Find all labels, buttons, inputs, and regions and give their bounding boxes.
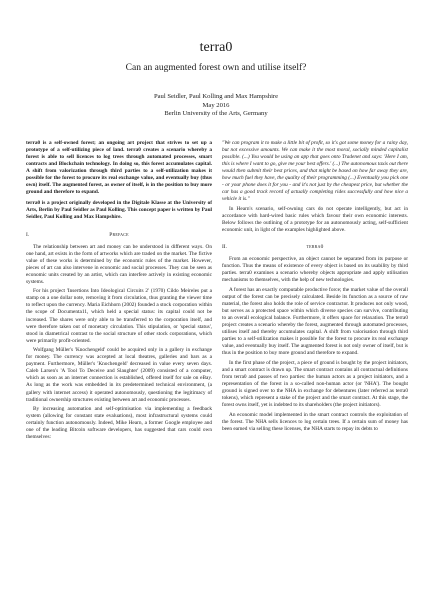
section-heading-preface	[26, 232, 212, 239]
body-paragraph: By increasing automation and self-optimisation via implementing a feedback system (allowing for constant state evaluations), most infrastructural systems could certainly function autonomously. Indeed, Mike Hearn, a former Google employee and one of the leading Bitcoin software developers, has suggested that cars could own themselves:	[26, 406, 212, 441]
body-paragraph: The relationship between art and money can be understood in different ways. On one hand, art exists in the form of artworks which are traded on the market. The fictive value of these works is determined by the economic rules of the market. However, pieces of art can also intervene in economic and social processes. They can be seen as economic units created by an artist, which can interfere actively in existing economic systems.	[26, 243, 212, 285]
left-column	[26, 140, 212, 444]
body-paragraph: Wolfgang Müller's 'Knochengeld' could be acquired only in a gallery in exchange for money. The currency was accepted at local theatres, galleries and bars as a payment. Furthermore, Müller's 'Knochengeld' decreased in value every seven days. Caleb Larsen's 'A Tool To Deceive and Slaughter' (2009) consisted of a computer, which as soon as an internet connection is established, offered itself for sale on eBay. As long as the work was embedded in its predetermined technical environment, (a gallery with internet access) it operated autonomously, questioning the legitimacy of traditional ownership structures existing between art and economic processes.	[26, 347, 212, 403]
section-number: I.	[26, 231, 30, 238]
body-paragraph: For his project 'Insertions Into Ideological Circuits 2' (1970) Cildo Meireles put a stamp on a one dollar note, removing it from circulation, thus granting the viewer time to reflect upon the currency. Maria Eichhorn (2002) founded a stock corporation within the scope of Documenta11, which held a special status: its capital could not be increased. The shares were only able to be transferred to the corporation itself, and were therefore taken out of monetary circulation. This stipulation, or 'special status', stood in diametrical contrast to the social structure of other stock corporations, which were primarily profit-oriented.	[26, 288, 212, 344]
paper-subtitle: Can an augmented forest own and utilise itself?	[125, 63, 307, 73]
quote-paragraph: "We can program it to make a little bit of profit, so it's got some money for a rainy day, but not excessive amounts. We can make it the most moral, socially minded capitalist possible. (...) You would be using an app that goes onto Tradenet and says: 'Here I am, this is where I want to go, give me your best offers.' (...) The autonomous taxis out there would then submit their best prices, and that might be based on how far away they are, how much fuel they have, the quality of their programming (...) Eventually you pick one - or your phone does it for you - and it's not just by the cheapest price, but whether the car has a good track record of actually completing rides successfully and how nice a vehicle it is."	[222, 140, 408, 203]
body-paragraph: In Hearn's scenario, self-owning cars do not operate intelligently, but act in accordance with hard-wired basic rules which favour their own economic interests. Below follows the outlining of a prototype for an autonomously acting, self-sufficient economic unit, in light of the examples highlighted above.	[222, 205, 408, 234]
abstract-note: terra0 is a project originally developed in the Digitale Klasse at the University of Arts, Berlin by Paul Seidler as Paul Kolling. This concept paper is written by Paul Seidler, Paul Kolling and Max Hampshire.	[26, 200, 212, 221]
section-name: terra0	[306, 244, 324, 251]
paper-title: terra0	[199, 40, 233, 55]
abstract-paragraph: terra0 is a self-owned forest; an ongoing art project that strives to set up a prototype of a self-utilizing piece of land. terra0 creates a scenario whereby a forest is able to sell licences to log trees through automated processes, smart contracts and Blockchain technology. In doing so, this forest accumulates capital. A shift from valorization through third parties to a self-utilization makes it possible for the forest to procure its real exchange value, and eventually buy (thus own) itself. The augmented forest, as owner of itself, is in the position to buy more ground and therefore to expand.	[26, 140, 212, 196]
section-heading-terra0	[222, 244, 408, 251]
section-number: II.	[222, 244, 227, 251]
body-paragraph: A forest has an exactly computable productive force; the market value of the overall output of the forest can be precisely calculated. Beside its function as a source of raw material, the forest also holds the role of service contractor. It produces not only wood, but serves as a protected space within which diverse species can survive, contributing to an overall ecological balance. Furthermore, it offers space for relaxation. The terra0 project creates a scenario whereby the forest, augmented through automated processes, utilises itself and thereby accumulates capital. A shift from valorisation through third parties to a self-utilization makes it possible for the forest to procure its real exchange value, and eventually buy itself. The augmented forest is not only owner of itself, but is thus in the position to buy more ground and therefore to expand.	[222, 286, 408, 357]
date: May 2016	[202, 101, 230, 109]
body-paragraph: In the first phase of the project, a piece of ground is bought by the project initiators, and a smart contract is drawn up. The smart contract contains all contractual definitions from terra0 and passes of two parties: the human actors as a project initiators, and a representation of the forest in a so-called non-human actor (or 'NHA'). The bought ground is signed over to the NHA in exchange for debentures (later referred as terra0 tokens), which represent a stake of the project and the smart contract. At this stage, the forest owns itself, yet is indebted to its shareholders (the project initiators).	[222, 359, 408, 409]
body-paragraph: An economic model implemented in the smart contract controls the exploitation of the forest. The NHA sells licences to log certain trees. If a certain sum of money has been earned via selling these licenses, the NHA starts to repay its debts to	[222, 411, 408, 432]
section-name: Preface	[109, 231, 129, 238]
affiliation: Berlin University of the Arts, Germany	[164, 110, 268, 118]
authors: Paul Seidler, Paul Kolling and Max Hampshire	[153, 93, 279, 100]
body-paragraph: From an economic perspective, an object cannot be separated from its purpose or function. Thus the means of existence of every object is based on its usability by third parties. terra0 examines a scenario whereby objects appropriate and apply utilisation mechanisms to themselves, with the help of new technologies.	[222, 256, 408, 284]
right-column	[222, 140, 408, 435]
author-block	[0, 93, 432, 119]
